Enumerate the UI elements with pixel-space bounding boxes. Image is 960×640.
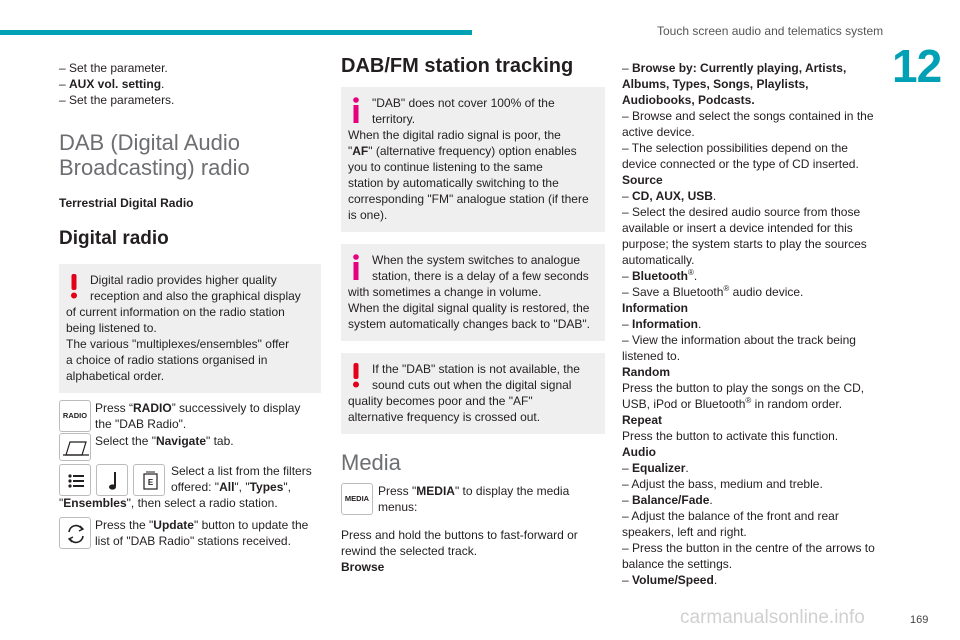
- warning-note-dab-unavailable: If the "DAB" station is not available, the sound cuts out when the digital signal quality becomes poor and the "AF" alternative frequency is crossed out.: [341, 353, 605, 434]
- column-3-line: – Balance/Fade.: [622, 493, 713, 507]
- column-3: [622, 60, 884, 588]
- column-2: [341, 55, 605, 575]
- list-filter-icon: [59, 464, 91, 496]
- warning-exclamation-icon: [349, 362, 363, 390]
- select-navigate-step: Select the "Navigate" tab.: [59, 433, 321, 463]
- column-3-line: Audio: [622, 445, 656, 459]
- media-button-icon: MEDIA: [341, 483, 373, 515]
- column-3-line: – Adjust the bass, medium and treble.: [622, 477, 823, 491]
- page-number: 169: [910, 614, 929, 626]
- running-header: Touch screen audio and telematics system: [657, 24, 884, 38]
- column-3-line: – Volume/Speed.: [622, 573, 718, 587]
- column-3-line: Repeat: [622, 413, 663, 427]
- column-3-line: – View the information about the track being: [622, 333, 856, 347]
- column-3-line: – Save a Bluetooth® audio device.: [622, 284, 804, 299]
- column-3-line: – Browse by: Currently playing, Artists,: [622, 61, 847, 75]
- column-3-line: – Select the desired audio source from those: [622, 205, 861, 219]
- select-filter-step: E Select a list from the filters offered: "All", "Types", "Ensembles", then select a radio station.: [59, 464, 312, 510]
- subheading-terrestrial: Terrestrial Digital Radio: [59, 196, 194, 210]
- column-3-line: active device.: [622, 125, 695, 139]
- column-3-line: speakers, left and right.: [622, 525, 747, 539]
- column-3-line: Source: [622, 173, 663, 187]
- column-3-line: Press the button to activate this function.: [622, 429, 839, 443]
- header-accent-bar: [0, 30, 472, 35]
- info-note-switch: When the system switches to analogue station, there is a delay of a few seconds with sometimes a change in volume. When the digital signal quality is restored, the system automatically changes back to "DAB".: [341, 244, 605, 341]
- column-3-line: – CD, AUX, USB.: [622, 189, 717, 203]
- column-3-line: Press the button to play the songs on the CD,: [622, 381, 865, 395]
- info-icon: [349, 253, 363, 281]
- column-3-line: USB, iPod or Bluetooth® in random order.: [622, 396, 843, 411]
- heading-media: Media: [341, 450, 401, 475]
- hold-buttons-text: Press and hold the buttons to fast-forward or rewind the selected track. Browse: [341, 528, 578, 574]
- column-3-line: – Press the button in the centre of the arrows to: [622, 541, 875, 555]
- heading-dab: DAB (Digital Audio Broadcasting) radio: [59, 130, 250, 180]
- column-3-line: – Adjust the balance of the front and rear: [622, 509, 839, 523]
- heading-digital-radio: Digital radio: [59, 228, 169, 249]
- column-3-line: automatically.: [622, 253, 695, 267]
- chapter-number: 12: [892, 40, 942, 92]
- column-3-line: purpose; the system starts to play the sources: [622, 237, 867, 251]
- column-3-line: – Information.: [622, 317, 702, 331]
- ensemble-icon: [133, 464, 165, 496]
- music-note-icon: [96, 464, 128, 496]
- svg-text:E: E: [147, 478, 154, 487]
- column-3-line: device connected or the type of CD inserted.: [622, 157, 859, 171]
- column-3-line: available or insert a device intended for this: [622, 221, 853, 235]
- warning-note-digital-radio: Digital radio provides higher quality reception and also the graphical display of current information on the radio station being listened to. The various "multiplexes/ensembles" offer a choice of radio stations organised in alphabetical order.: [59, 264, 321, 393]
- warning-exclamation-icon: [67, 273, 81, 301]
- column-3-line: Information: [622, 301, 688, 315]
- update-step: Press the "Update" button to update the list of "DAB Radio" stations received.: [59, 517, 321, 551]
- press-media-step: MEDIA Press "MEDIA" to display the media menus:: [341, 483, 605, 517]
- radio-button-icon: RADIO: [59, 400, 91, 432]
- watermark: carmanualsonline.info: [680, 607, 865, 628]
- column-3-line: Audiobooks, Podcasts.: [622, 93, 755, 107]
- column-3-line: – Equalizer.: [622, 461, 689, 475]
- heading-station-tracking: DAB/FM station tracking: [341, 55, 574, 77]
- column-3-line: – Browse and select the songs contained in the: [622, 109, 874, 123]
- navigate-icon: [59, 433, 91, 461]
- column-3-line: – The selection possibilities depend on the: [622, 141, 848, 155]
- press-radio-step: RADIO Press “RADIO” successively to display the "DAB Radio".: [59, 400, 321, 432]
- intro-steps: – Set the parameter. – AUX vol. setting. – Set the parameters.: [59, 61, 175, 107]
- update-refresh-icon: [59, 517, 91, 549]
- column-1: [59, 60, 321, 551]
- column-3-line: Random: [622, 365, 670, 379]
- column-3-line: – Bluetooth®.: [622, 268, 698, 283]
- info-icon: [349, 96, 363, 124]
- column-3-line: listened to.: [622, 349, 681, 363]
- column-3-line: Albums, Types, Songs, Playlists,: [622, 77, 809, 91]
- info-note-af: "DAB" does not cover 100% of the territory. When the digital radio signal is poor, the "AF" (alternative frequency) option enables you to continue listening to the same station by automatically switching to the corresponding "FM" analogue station (if there is one).: [341, 87, 605, 232]
- column-3-line: balance the settings.: [622, 557, 733, 571]
